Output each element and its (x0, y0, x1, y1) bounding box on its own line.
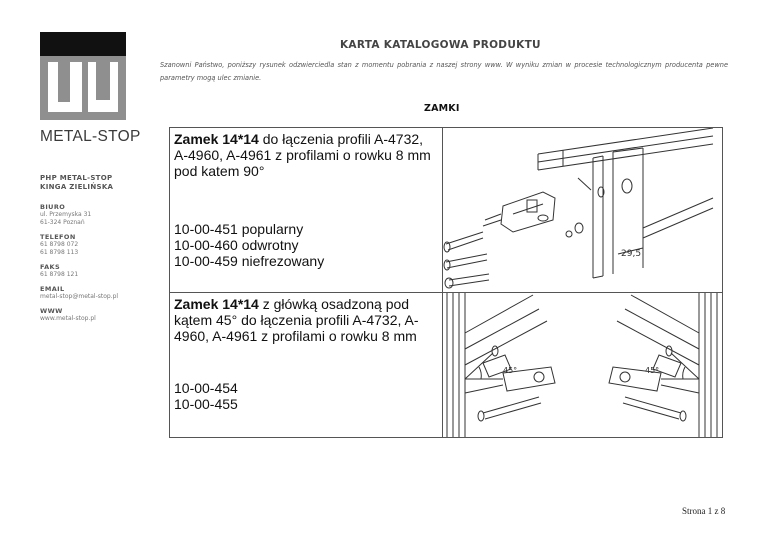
product-code: 10-00-455 (174, 396, 238, 412)
page-number: Strona 1 z 8 (682, 506, 726, 516)
product-codes (170, 344, 442, 412)
document-title: KARTA KATALOGOWA PRODUKTU (340, 39, 541, 51)
office-section (40, 203, 155, 227)
section-title: ZAMKI (424, 103, 460, 114)
email-address[interactable]: metal-stop@metal-stop.pl (40, 293, 119, 300)
product-code: 10-00-451 popularny (174, 221, 304, 237)
fax-number: 61 8798 121 (40, 271, 79, 278)
phone-number-2: 61 8798 113 (40, 249, 79, 256)
company-logo (40, 32, 126, 120)
email-title: EMAIL (40, 285, 65, 293)
product-description (170, 128, 442, 179)
product-description (170, 293, 442, 344)
company-name: PHP METAL-STOP KINGA ZIELIŃSKA (40, 174, 114, 191)
product-name: Zamek 14*14 (174, 296, 259, 312)
table-row (170, 293, 723, 438)
product-code: 10-00-454 (174, 380, 238, 396)
dimension-label: 29,5 (621, 249, 642, 259)
fax-section (40, 263, 155, 279)
phone-number-1: 61 8798 072 (40, 241, 79, 248)
disclaimer-notice: Szanowni Państwo, poniższy rysunek odzwierciedla stan z momentu pobrania z naszej strony www. W wyniku zmian w procesie technologicznym producenta pewne parametry mogą ulec zmianie. (160, 61, 728, 82)
product-drawing-cell (443, 293, 723, 438)
product-description-cell (170, 293, 443, 438)
phone-title: TELEFON (40, 233, 76, 241)
angle-label-right: 45° (645, 366, 660, 375)
fax-title: FAKS (40, 263, 61, 271)
website-link[interactable]: www.metal-stop.pl (40, 315, 96, 322)
office-city: 61-324 Poznań (40, 219, 85, 226)
product-name: Zamek 14*14 (174, 131, 259, 147)
www-title: WWW (40, 307, 63, 315)
table-row (170, 128, 723, 293)
angle-label-left: 45° (503, 366, 518, 375)
product-description-cell (170, 128, 443, 293)
lock-90-drawing (443, 128, 723, 292)
product-details: z główką osadzoną pod kątem 45° do łączenia profili A-4732, A-4960, A-4961 z profilami o rowku 8 mm (174, 296, 419, 344)
www-section (40, 307, 155, 323)
lock-45-drawing (443, 293, 723, 437)
office-title: BIURO (40, 203, 66, 211)
product-codes (170, 179, 442, 269)
brand-name: METAL-STOP (40, 128, 141, 145)
product-code: 10-00-460 odwrotny (174, 237, 299, 253)
product-code: 10-00-459 niefrezowany (174, 253, 325, 269)
product-table (169, 127, 723, 438)
office-street: ul. Przemyska 31 (40, 211, 92, 218)
contact-sidebar (40, 174, 155, 329)
product-details: do łączenia profili A-4732, A-4960, A-4961 z profilami o rowku 8 mm pod katem 90° (174, 131, 431, 179)
email-section (40, 285, 155, 301)
phone-section (40, 233, 155, 257)
product-drawing-cell (443, 128, 723, 293)
